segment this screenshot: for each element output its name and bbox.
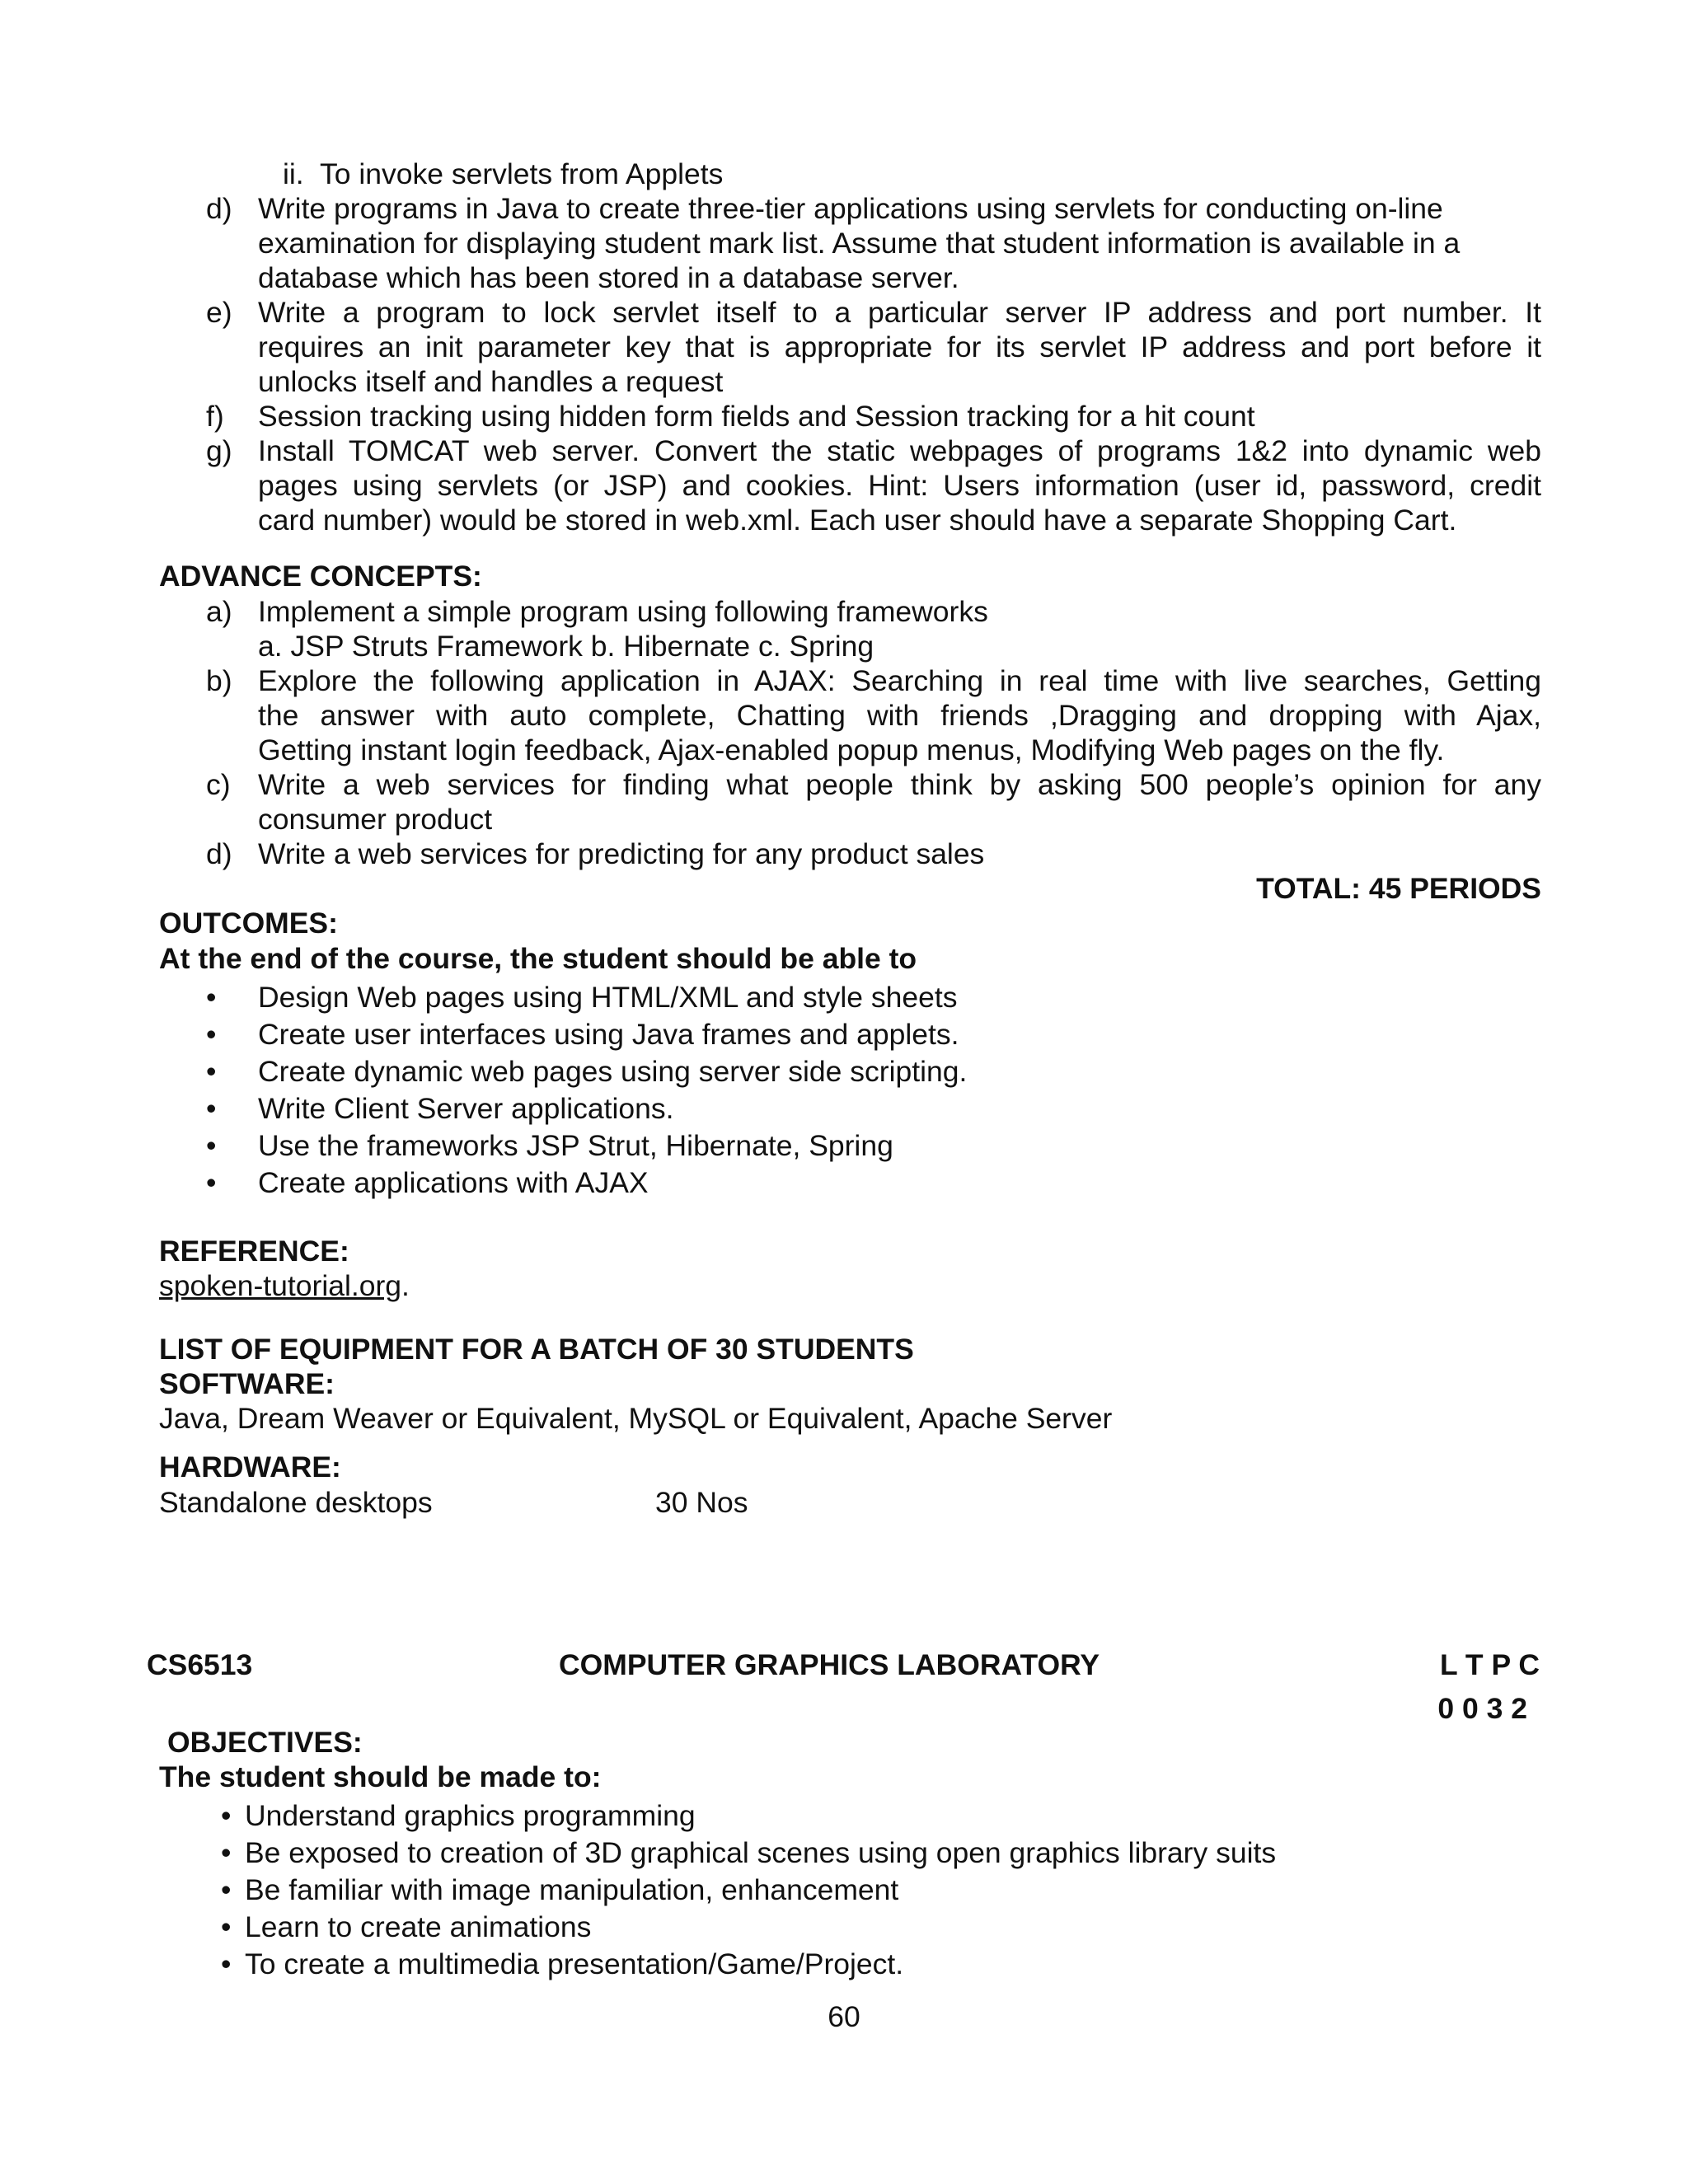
list-item-text — [258, 399, 1541, 434]
list-marker: g) — [206, 434, 232, 467]
software-heading: SOFTWARE: — [159, 1367, 335, 1400]
text-line: a. JSP Struts Framework b. Hibernate c. Spring — [258, 630, 874, 663]
text-line: consumer product — [258, 803, 493, 836]
bullet-icon: • — [221, 1947, 232, 1980]
ltpc-label: L T P C — [1440, 1648, 1540, 1681]
objective-text: Understand graphics programming — [245, 1799, 696, 1832]
reference-link[interactable]: spoken-tutorial.org — [159, 1269, 402, 1302]
subitem-marker: ii. — [283, 157, 304, 190]
list-item-text — [258, 191, 1541, 295]
list-item-text — [258, 295, 1541, 399]
list-item-text — [258, 767, 1541, 837]
objective-text: Be familiar with image manipulation, enhancement — [245, 1873, 899, 1906]
objective-text: To create a multimedia presentation/Game/Project. — [245, 1947, 904, 1980]
ltpc-values: 0 0 3 2 — [1437, 1692, 1527, 1725]
text-line: Session tracking using hidden form fields and Session tracking for a hit count — [258, 400, 1255, 433]
outcome-text: Create applications with AJAX — [258, 1166, 649, 1199]
reference-suffix: . — [401, 1269, 410, 1302]
bullet-icon: • — [206, 1055, 217, 1088]
outcome-text: Write Client Server applications. — [258, 1092, 674, 1125]
bullet-icon: • — [221, 1873, 232, 1906]
list-marker: c) — [206, 768, 231, 801]
bullet-icon: • — [206, 981, 217, 1014]
list-item-text — [258, 629, 1541, 663]
bullet-icon: • — [206, 1166, 217, 1199]
outcome-text: Create dynamic web pages using server side scripting. — [258, 1055, 968, 1088]
list-item-text — [258, 837, 1541, 871]
list-marker: a) — [206, 595, 232, 628]
equipment-heading: LIST OF EQUIPMENT FOR A BATCH OF 30 STUDENTS — [159, 1333, 914, 1366]
outcome-text: Design Web pages using HTML/XML and style sheets — [258, 981, 958, 1014]
bullet-icon: • — [206, 1129, 217, 1162]
outcome-text: Create user interfaces using Java frames and applets. — [258, 1018, 959, 1051]
outcome-text: Use the frameworks JSP Strut, Hibernate, Spring — [258, 1129, 893, 1162]
text-line: Install TOMCAT web server. Convert the static webpages of programs 1&2 into dynamic web — [258, 434, 1541, 467]
list-marker: d) — [206, 837, 232, 870]
text-line: Write a web services for predicting for any product sales — [258, 837, 985, 870]
hardware-heading: HARDWARE: — [159, 1451, 341, 1483]
list-marker: d) — [206, 192, 232, 225]
bullet-icon: • — [206, 1018, 217, 1051]
list-marker: f) — [206, 400, 224, 433]
list-item-text — [258, 594, 1541, 629]
reference-heading: REFERENCE: — [159, 1235, 349, 1268]
course-code: CS6513 — [147, 1648, 253, 1681]
text-line: card number) would be stored in web.xml. Each user should have a separate Shopping Cart. — [258, 504, 1457, 537]
text-line: examination for displaying student mark list. Assume that student information is available in a — [258, 227, 1461, 260]
text-line: Explore the following application in AJAX: Searching in real time with live searches, Getting — [258, 664, 1541, 697]
software-text: Java, Dream Weaver or Equivalent, MySQL or Equivalent, Apache Server — [159, 1402, 1113, 1435]
text-line: Getting instant login feedback, Ajax-enabled popup menus, Modifying Web pages on the fly. — [258, 733, 1445, 766]
advance-concepts-heading: ADVANCE CONCEPTS: — [159, 560, 482, 593]
bullet-icon: • — [221, 1799, 232, 1832]
list-item-text — [258, 434, 1541, 537]
list-marker: e) — [206, 296, 232, 329]
outcomes-intro: At the end of the course, the student should be able to — [159, 942, 917, 975]
text-line: pages using servlets (or JSP) and cookies. Hint: Users information (user id, password, credit — [258, 469, 1541, 502]
list-marker: b) — [206, 664, 232, 697]
text-line: requires an init parameter key that is appropriate for its servlet IP address and port before it — [258, 330, 1541, 363]
text-line: Write programs in Java to create three-tier applications using servlets for conducting on-line — [258, 192, 1443, 225]
hardware-qty: 30 Nos — [655, 1486, 748, 1519]
text-line: unlocks itself and handles a request — [258, 365, 724, 398]
bullet-icon: • — [221, 1836, 232, 1869]
objectives-intro: The student should be made to: — [159, 1760, 602, 1793]
course-title: COMPUTER GRAPHICS LABORATORY — [559, 1648, 1100, 1681]
text-line: Implement a simple program using following frameworks — [258, 595, 988, 628]
reference-line — [159, 1268, 410, 1303]
outcomes-heading: OUTCOMES: — [159, 907, 338, 940]
text-line: the answer with auto complete, Chatting with friends ,Dragging and dropping with Ajax, — [258, 699, 1541, 732]
hardware-item: Standalone desktops — [159, 1486, 433, 1519]
objective-text: Be exposed to creation of 3D graphical scenes using open graphics library suits — [245, 1836, 1277, 1869]
total-periods: TOTAL: 45 PERIODS — [1256, 872, 1541, 905]
objective-text: Learn to create animations — [245, 1910, 592, 1943]
page-number: 60 — [828, 2000, 860, 2033]
bullet-icon: • — [206, 1092, 217, 1125]
objectives-heading: OBJECTIVES: — [167, 1726, 363, 1759]
text-line: Write a web services for finding what people think by asking 500 people’s opinion for any — [258, 768, 1541, 801]
subitem-text: To invoke servlets from Applets — [320, 157, 724, 190]
text-line: database which has been stored in a database server. — [258, 261, 959, 294]
text-line: Write a program to lock servlet itself to a particular server IP address and port number. It — [258, 296, 1541, 329]
list-item-text — [258, 663, 1541, 767]
bullet-icon: • — [221, 1910, 232, 1943]
